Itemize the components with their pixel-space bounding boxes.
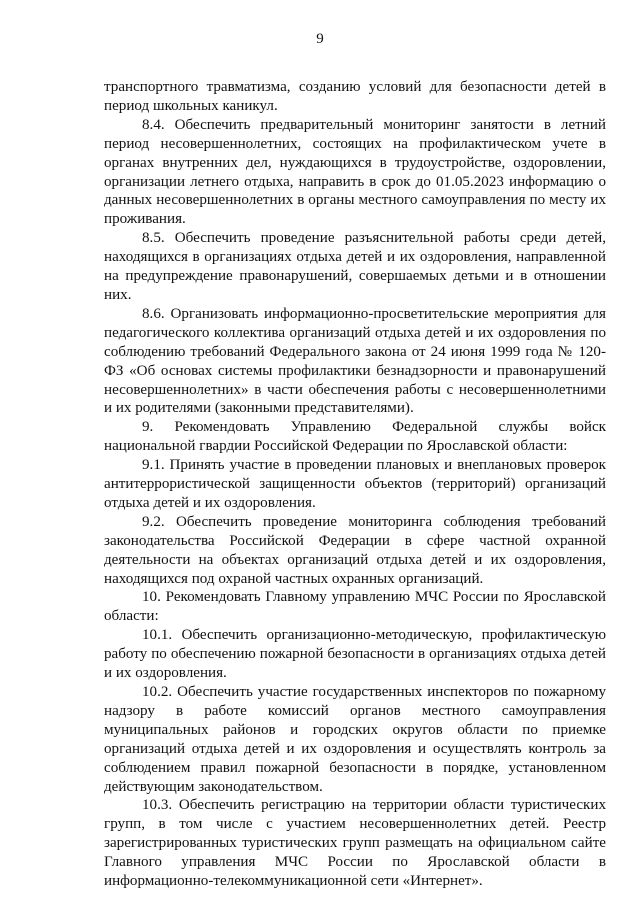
paragraph-10-1: 10.1. Обеспечить организационно-методическую, профилактическую работу по обеспечению пожарной безопасности в организациях отдыха детей и их оздоровления. [104,627,606,682]
paragraph-9-1: 9.1. Принять участие в проведении плановых и внеплановых проверок антитеррористической защищенности объектов (территорий) организаций отдыха детей и их оздоровления. [104,457,606,511]
document-body [104,78,606,891]
page-number: 9 [316,31,324,47]
paragraph-continuation: транспортного травматизма, созданию условий для безопасности детей в период школьных каникул. [104,79,606,114]
paragraph-10-3: 10.3. Обеспечить регистрацию на территории области туристических групп, в том числе с участием несовершеннолетних детей. Реестр зарегистрированных туристических групп размещать на официальном сайте Главного управления МЧС России по Ярославской области в информационно-телекоммуникационной сети «Интернет». [104,797,606,890]
paragraph-8-5: 8.5. Обеспечить проведение разъяснительной работы среди детей, находящихся в организациях отдыха детей и их оздоровления, направленной на предупреждение правонарушений, совершаемых детьми и в отношении них. [104,230,606,303]
paragraph-10: 10. Рекомендовать Главному управлению МЧС России по Ярославской области: [104,589,606,625]
paragraph-9-2: 9.2. Обеспечить проведение мониторинга соблюдения требований законодательства Российской Федерации в сфере частной охранной деятельности на объектах организаций отдыха детей и их оздоровления, находящихся под охраной частных охранных организаций. [104,513,606,587]
paragraph-9: 9. Рекомендовать Управлению Федеральной службы войск национальной гвардии Российской Федерации по Ярославской области: [104,419,606,455]
paragraph-8-6: 8.6. Организовать информационно-просветительские мероприятия для педагогического коллектива организаций отдыха детей и их оздоровления по соблюдению требований Федерального закона от 24 июня 1999 года № 120-ФЗ «Об основах системы профилактики безнадзорности и правонарушений несовершеннолетних» в части обеспечения работы с несовершеннолетними и их родителями (законными представителями). [104,305,606,417]
paragraph-10-2: 10.2. Обеспечить участие государственных инспекторов по пожарному надзору в работе комиссий органов местного самоуправления муниципальных районов и городских округов области по приемке организаций отдыха детей и их оздоровления и осуществлять контроль за соблюдением правил пожарной безопасности в порядке, установленном действующим законодательством. [104,684,606,795]
paragraph-8-4: 8.4. Обеспечить предварительный мониторинг занятости в летний период несовершеннолетних, состоящих на профилактическом учете в органах внутренних дел, нуждающихся в трудоустройстве, оздоровлении, организации летнего отдыха, направить в срок до 01.05.2023 информацию о данных несовершеннолетних в органы местного самоуправления по месту их проживания. [104,116,606,228]
